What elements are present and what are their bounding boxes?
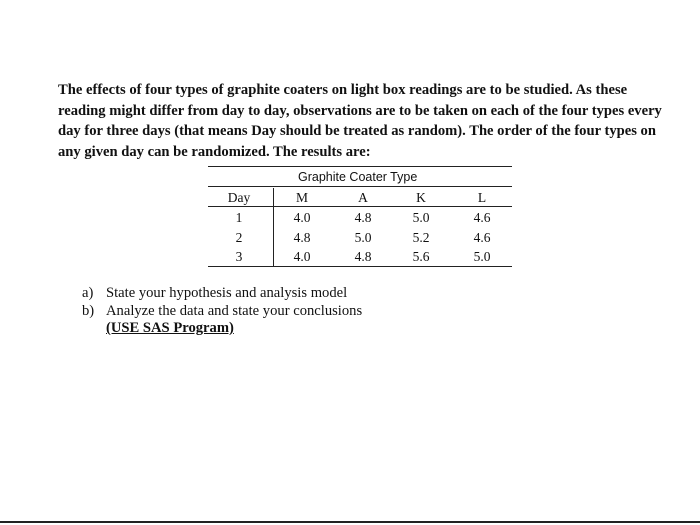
table-cell: 4.8 bbox=[293, 230, 311, 245]
table-subtitle-rule bbox=[208, 186, 512, 187]
table-cell: 4.6 bbox=[473, 210, 491, 225]
problem-paragraph bbox=[58, 80, 662, 162]
table-cell: 4.8 bbox=[354, 249, 372, 264]
table-cell: 5.0 bbox=[354, 230, 372, 245]
page-bottom-border bbox=[0, 521, 700, 523]
table-cell: 4.6 bbox=[473, 230, 491, 245]
column-header-a: A bbox=[358, 190, 368, 205]
question-label: a) bbox=[82, 285, 94, 301]
paragraph-line: reading might differ from day to day, observations are to be taken on each of the four types every bbox=[58, 102, 662, 119]
question-item bbox=[82, 302, 362, 320]
column-header-l: L bbox=[477, 190, 487, 205]
table-top-rule bbox=[208, 166, 512, 167]
question-item bbox=[82, 284, 362, 302]
table-cell: 4.0 bbox=[293, 210, 311, 225]
table-cell: 5.0 bbox=[412, 210, 430, 225]
column-header-m: M bbox=[295, 190, 308, 205]
table-cell: 4.0 bbox=[293, 249, 311, 264]
question-label: b) bbox=[82, 303, 95, 319]
table-row-day: 3 bbox=[235, 249, 243, 264]
sas-note: (USE SAS Program) bbox=[106, 320, 234, 336]
paragraph-line: day for three days (that means Day should be treated as random). The order of the four types on bbox=[58, 123, 656, 139]
table-cell: 5.2 bbox=[412, 230, 430, 245]
paragraph-line: any given day can be randomized. The results are: bbox=[58, 143, 371, 160]
question-text: Analyze the data and state your conclusions bbox=[106, 303, 363, 319]
table-cell: 5.6 bbox=[412, 249, 430, 264]
row-header: Day bbox=[227, 190, 251, 205]
table-row-day: 1 bbox=[235, 210, 243, 225]
table-header-rule bbox=[208, 206, 512, 207]
question-list bbox=[82, 284, 362, 320]
table-title: Graphite Coater Type bbox=[298, 170, 418, 184]
table-row-day: 2 bbox=[235, 230, 243, 245]
table-cell: 5.0 bbox=[473, 249, 491, 264]
column-header-k: K bbox=[416, 190, 426, 205]
table-bottom-rule bbox=[208, 266, 512, 267]
question-text: State your hypothesis and analysis model bbox=[106, 285, 348, 301]
table-vertical-rule bbox=[273, 188, 274, 266]
paragraph-line: The effects of four types of graphite coaters on light box readings are to be studied. As these bbox=[58, 82, 628, 98]
table-cell: 4.8 bbox=[354, 210, 372, 225]
